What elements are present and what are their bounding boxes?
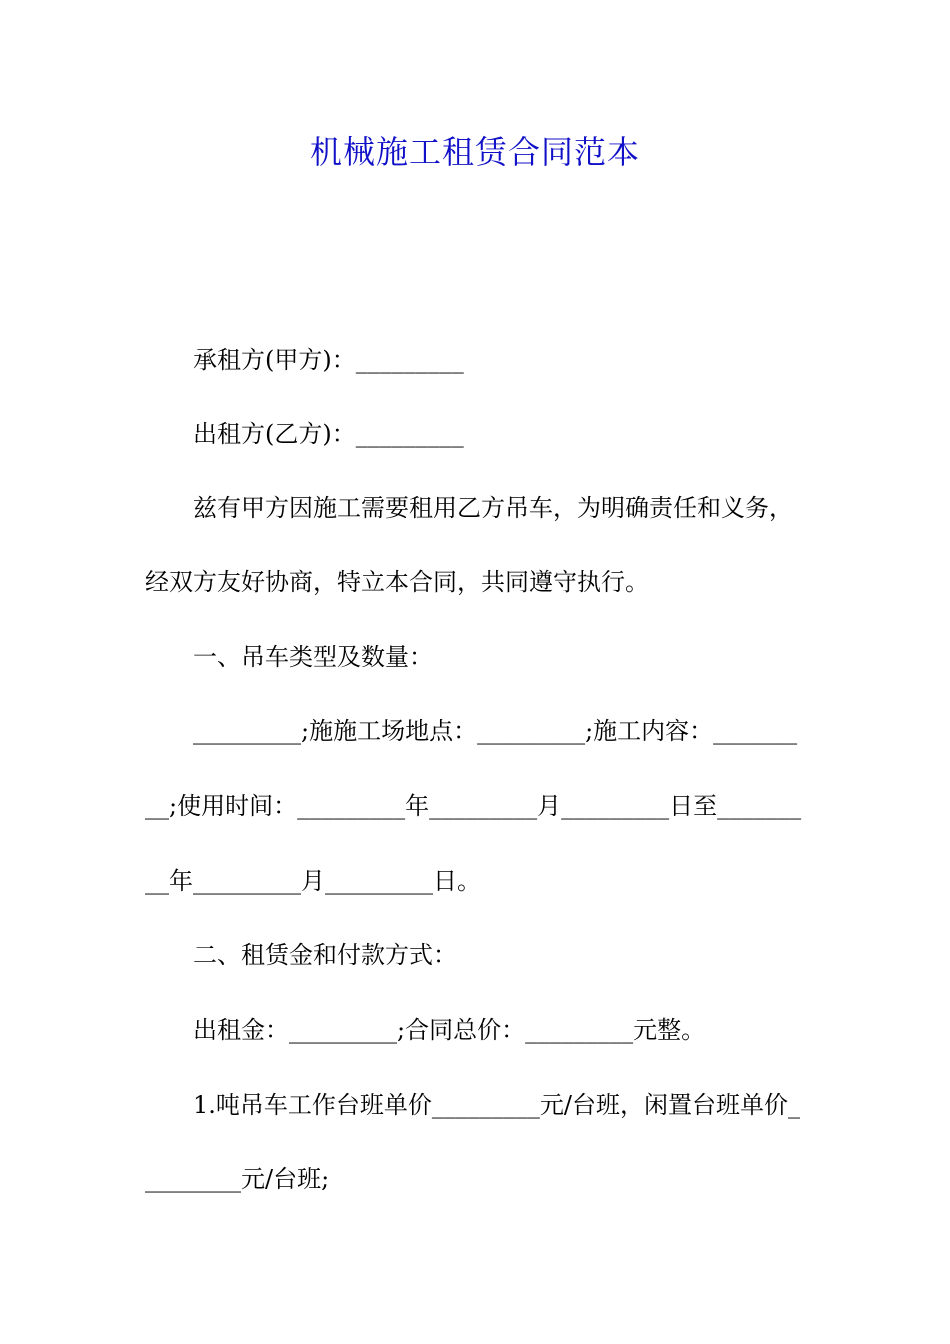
section-2-item-1-line-1: 1.吨吊车工作台班单价_________元/台班，闲置台班单价_ [193, 1091, 800, 1119]
preamble-line-2: 经双方友好协商，特立本合同，共同遵守执行。 [145, 568, 649, 596]
lessee-line: 承租方(甲方)：_________ [193, 346, 464, 374]
section-2-line-1: 出租金：_________;合同总价：_________元整。 [193, 1016, 706, 1044]
lessor-line: 出租方(乙方)：_________ [193, 420, 464, 448]
section-1-heading: 一、吊车类型及数量： [193, 643, 433, 671]
preamble-line-1: 兹有甲方因施工需要租用乙方吊车，为明确责任和义务， [193, 494, 793, 522]
section-1-line-2: __;使用时间：_________年_________月_________日至_______ [145, 792, 802, 820]
section-1-line-3: __年_________月_________日。 [145, 867, 481, 895]
section-1-line-1: _________;施施工场地点：_________;施工内容：_______ [193, 717, 798, 745]
document-title: 机械施工租赁合同范本 [309, 133, 640, 171]
section-2-heading: 二、租赁金和付款方式： [193, 941, 457, 969]
section-2-item-1-line-2: ________元/台班; [145, 1165, 330, 1193]
